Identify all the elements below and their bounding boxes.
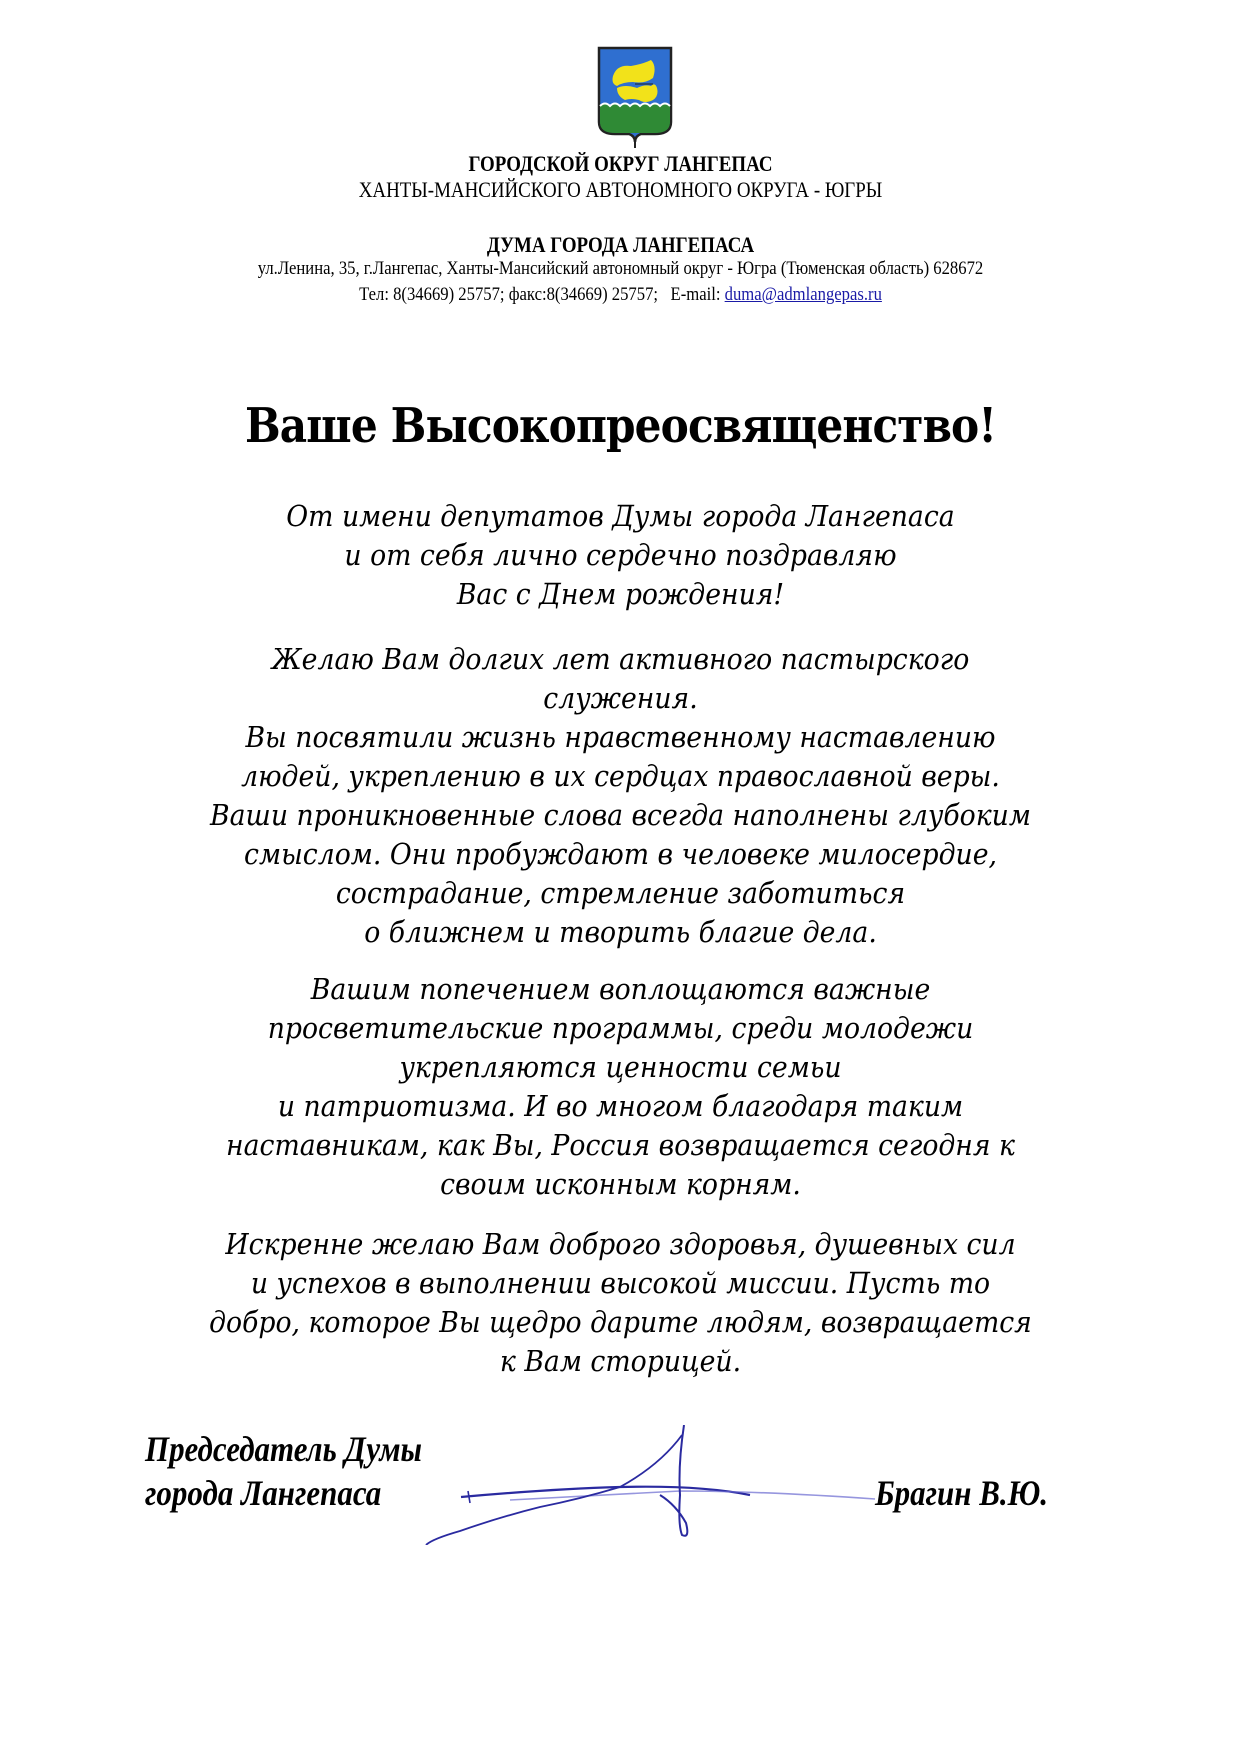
text-line: смыслом. Они пробуждают в человеке милосердие, xyxy=(244,837,997,871)
text-line: Вас с Днем рождения! xyxy=(456,577,785,611)
text-line: служения. xyxy=(543,681,698,715)
email-link[interactable]: duma@admlangepas.ru xyxy=(724,285,882,305)
coat-of-arms-emblem xyxy=(595,44,675,150)
text-line: и успехов в выполнении высокой миссии. Пусть то xyxy=(250,1266,991,1300)
text-line: и патриотизма. И во многом благодаря таким xyxy=(277,1089,964,1123)
header-organization: ДУМА ГОРОДА ЛАНГЕПАСА xyxy=(486,232,755,257)
text-line: Искренне желаю Вам доброго здоровья, душевных сил xyxy=(225,1227,1016,1261)
text-line: Ваши проникновенные слова всегда наполнены глубоким xyxy=(210,798,1031,832)
text-line: Желаю Вам долгих лет активного пастырского xyxy=(271,642,970,676)
text-line: От имени депутатов Думы города Лангепаса xyxy=(286,499,955,533)
text-line: Вашим попечением воплощаются важные xyxy=(310,972,931,1006)
text-line: и от себя лично сердечно поздравляю xyxy=(344,538,897,572)
text-line: людей, укреплению в их сердцах православной веры. xyxy=(241,759,1000,793)
header-contacts xyxy=(62,285,1179,306)
handwritten-signature xyxy=(420,1425,880,1545)
paragraph-2 xyxy=(0,640,1241,952)
text-line: своим исконным корням. xyxy=(440,1167,801,1201)
header-address: ул.Ленина, 35, г.Лангепас, Ханты-Мансийский автономный округ - Югра (Тюменская область) 628672 xyxy=(257,259,984,279)
text-line: просветительские программы, среди молодежи xyxy=(267,1011,974,1045)
text-line: добро, которое Вы щедро дарите людям, возвращается xyxy=(209,1305,1032,1339)
text-line: наставникам, как Вы, Россия возвращается сегодня к xyxy=(226,1128,1015,1162)
contacts-text: Тел: 8(34669) 25757; факс:8(34669) 25757; E-mail: xyxy=(359,285,725,305)
paragraph-4 xyxy=(0,1225,1241,1381)
paragraph-1 xyxy=(0,497,1241,614)
header-municipality: ГОРОДСКОЙ ОКРУГ ЛАНГЕПАС xyxy=(468,151,773,176)
signatory-name: Брагин В.Ю. xyxy=(875,1473,1049,1513)
text-line: укрепляются ценности семьи xyxy=(399,1050,842,1084)
salutation: Ваше Высокопреосвященство! xyxy=(244,398,996,454)
signatory-position-line1: Председатель Думы xyxy=(145,1429,423,1469)
text-line: сострадание, стремление заботиться xyxy=(335,876,906,910)
text-line: о ближнем и творить благие дела. xyxy=(364,915,877,949)
text-line: Вы посвятили жизнь нравственному наставлению xyxy=(245,720,996,754)
header-region: ХАНТЫ-МАНСИЙСКОГО АВТОНОМНОГО ОКРУГА - ЮГРЫ xyxy=(358,177,883,202)
text-line: к Вам сторицей. xyxy=(499,1344,742,1378)
signatory-position-line2: города Лангепаса xyxy=(145,1473,382,1513)
paragraph-3 xyxy=(0,970,1241,1204)
